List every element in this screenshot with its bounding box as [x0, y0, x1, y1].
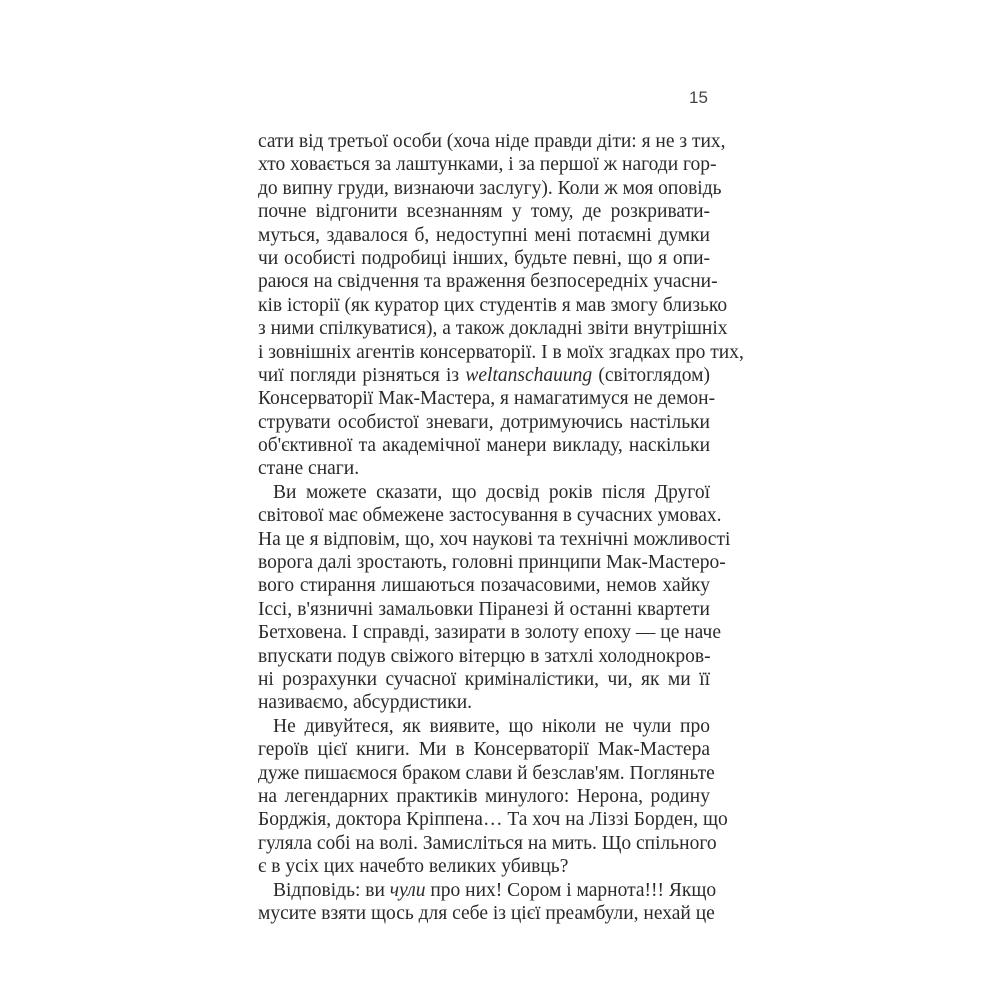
text-segment: (світоглядом) — [592, 364, 710, 386]
text-line: з ними спілкуватися), а також докладні звіти внутрішніх — [258, 318, 728, 340]
text-line: героїв цієї книги. Ми в Консерваторії Мак-Мастера — [258, 739, 710, 761]
text-line: об'єктивної та академічної манери викладу, наскільки — [258, 435, 710, 457]
page-number: 15 — [689, 88, 708, 107]
text-line: Консерваторії Мак-Мастера, я намагатимуся не демон- — [258, 388, 716, 410]
text-line: впускати подув свіжого вітерцю в затхлі холоднокров- — [258, 645, 711, 667]
text-line: мусите взяти щось для себе із цієї преамбули, нехай це — [258, 902, 715, 924]
text-line: На це я відповім, що, хоч наукові та технічні можливості — [258, 528, 731, 550]
text-segment: Відповідь: ви — [273, 879, 390, 901]
text-line: вого стирання лишаються позачасовими, немов хайку — [258, 575, 710, 597]
text-segment: чиї погляди різняться із — [258, 364, 466, 386]
text-line: і зовнішніх агентів консерваторії. І в моїх згадках про тих, — [258, 341, 744, 363]
text-line: дуже пишаємося браком слави й безслав'ям. Погляньте — [258, 762, 715, 784]
body-text — [258, 130, 744, 925]
text-line: раюся на свідчення та враження безпосередніх учасни- — [258, 271, 718, 293]
text-line: Не дивуйтеся, як виявите, що ніколи не чули про — [273, 715, 710, 737]
text-line: Борджія, доктора Кріппена… Та хоч на Ліззі Борден, що — [258, 809, 728, 831]
text-line: є в усіх цих начебто великих убивць? — [258, 856, 569, 878]
text-line: називаємо, абсурдистики. — [258, 692, 473, 714]
text-line: ворога далі зростають, головні принципи Мак-Мастеро- — [258, 552, 726, 574]
text-line: хто ховається за лаштунками, і за першої ж нагоди гор- — [258, 154, 717, 176]
text-line: до випну груди, визнаючи заслугу). Коли ж моя оповідь — [258, 177, 722, 199]
text-line — [258, 364, 710, 387]
text-line: струвати особистої зневаги, дотримуючись настільки — [258, 411, 710, 433]
text-line: Бетховена. І справді, зазирати в золоту епоху — це наче — [258, 622, 722, 644]
italic-term: weltanschauung — [465, 364, 593, 386]
text-line: ні розрахунки сучасної криміналістики, чи, як ми її — [258, 668, 710, 690]
text-line — [258, 879, 717, 902]
text-line: стане снаги. — [258, 458, 360, 480]
text-line: на легендарних практиків минулого: Нерона, родину — [258, 785, 710, 807]
text-line: чи особисті подробиці інших, будьте певні, що я опи- — [258, 247, 710, 269]
text-line: світової має обмежене застосування в сучасних умовах. — [258, 505, 722, 527]
text-line: Ви можете сказати, що досвід років після Другої — [273, 481, 710, 503]
text-segment: про них! Сором і марнота!!! Якщо — [425, 879, 717, 901]
text-line: почне відгонити всезнанням у тому, де розкривати- — [258, 201, 710, 223]
italic-term: чули — [389, 879, 426, 901]
text-line: муться, здавалося б, недоступні мені потаємні думки — [258, 224, 710, 246]
text-line: ків історії (як куратор цих студентів я мав змогу близько — [258, 294, 728, 316]
text-line: Іссі, в'язничні замальовки Піранезі й останні квартети — [258, 598, 710, 620]
text-line: гуляла собі на волі. Замисліться на мить. Що спільного — [258, 832, 717, 854]
text-line: сати від третьої особи (хоча ніде правди діти: я не з тих, — [258, 131, 726, 152]
